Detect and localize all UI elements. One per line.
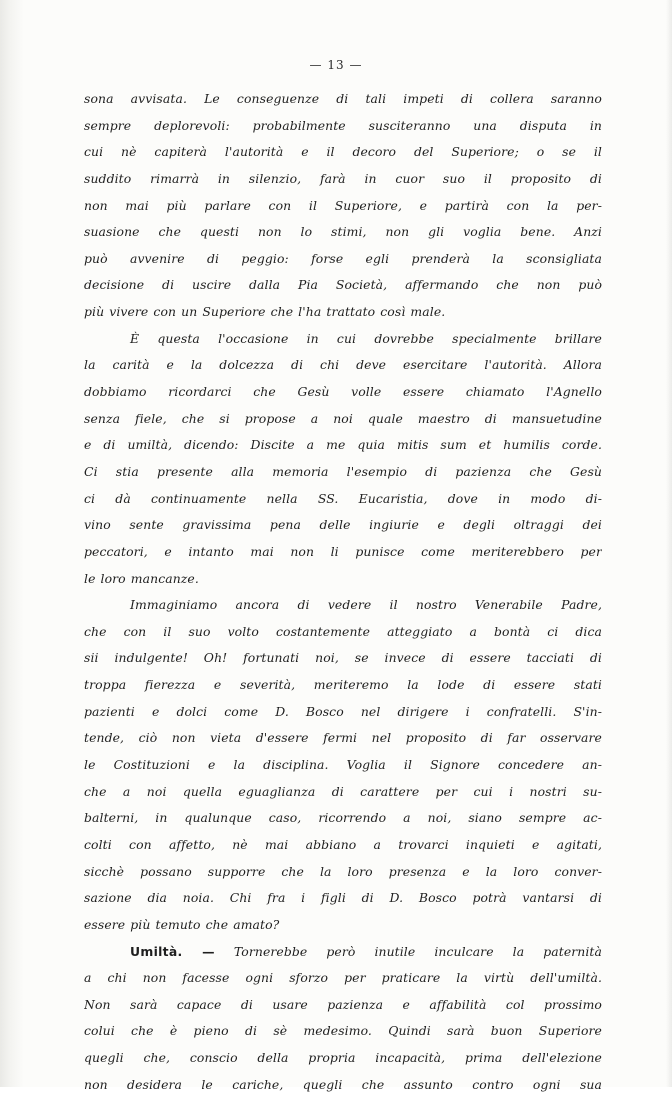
text-line: sii indulgente! Oh! fortunati noi, se invece di essere tacciati di <box>84 650 602 666</box>
text-line: ci dà continuamente nella SS. Eucaristia, dove in modo di- <box>84 490 602 506</box>
text-line: che a noi quella eguaglianza di carattere per cui i nostri su- <box>84 783 602 799</box>
text-line: senza fiele, che si propose a noi quale maestro di mansuetudine <box>84 410 602 426</box>
text-line: suddito rimarrà in silenzio, farà in cuor suo il proposito di <box>84 170 602 186</box>
text-line-content: Tornerebbe però inutile inculcare la paternità <box>233 943 602 959</box>
text-line: Non sarà capace di usare pazienza e affabilità col prossimo <box>84 996 602 1012</box>
section-heading-umilta: Umiltà. — <box>130 943 215 959</box>
text-line: balterni, in qualunque caso, ricorrendo a noi, siano sempre ac- <box>84 810 602 826</box>
text-line: essere più temuto che amato? <box>84 916 280 932</box>
text-line: Ci stia presente alla memoria l'esempio di pazienza che Gesù <box>84 463 602 479</box>
text-line: vino sente gravissima pena delle ingiurie e degli oltraggi dei <box>84 517 602 533</box>
text-line: le Costituzioni e la disciplina. Voglia il Signore concedere an- <box>84 757 602 773</box>
page-edge-shadow <box>666 0 672 1087</box>
text-line: non desidera le cariche, quegli che assunto contro ogni sua <box>84 1076 602 1092</box>
text-line: troppa fierezza e severità, meriteremo la lode di essere stati <box>84 677 602 693</box>
text-line: sazione dia noia. Chi fra i figli di D. Bosco potrà vantarsi di <box>84 890 602 906</box>
text-line: le loro mancanze. <box>84 570 199 586</box>
text-line: che con il suo volto costantemente atteggiato a bontà ci dica <box>84 623 602 639</box>
page-number: — 13 — <box>309 58 363 72</box>
text-line: a chi non facesse ogni sforzo per praticare la virtù dell'umiltà. <box>84 970 602 986</box>
text-line: più vivere con un Superiore che l'ha trattato così male. <box>84 304 446 320</box>
text-line: e di umiltà, dicendo: Discite a me quia mitis sum et humilis corde. <box>84 437 602 453</box>
text-line: colui che è pieno di sè medesimo. Quindi sarà buon Superiore <box>84 1023 602 1039</box>
text-line: Immaginiamo ancora di vedere il nostro Venerabile Padre, <box>130 597 602 613</box>
text-line: quegli che, conscio della propria incapacità, prima dell'elezione <box>84 1050 602 1066</box>
text-line: decisione di uscire dalla Pia Società, affermando che non può <box>84 277 602 293</box>
text-line <box>84 939 602 966</box>
text-line: colti con affetto, nè mai abbiano a trovarci inquieti e agitati, <box>84 836 602 852</box>
text-line: cui nè capiterà l'autorità e il decoro del Superiore; o se il <box>84 144 602 160</box>
text-line: È questa l'occasione in cui dovrebbe specialmente brillare <box>130 330 602 346</box>
body-text <box>84 86 602 1098</box>
text-line: la carità e la dolcezza di chi deve esercitare l'autorità. Allora <box>84 357 602 373</box>
text-line: sicchè possano supporre che la loro presenza e la loro conver- <box>84 863 602 879</box>
text-line: dobbiamo ricordarci che Gesù volle essere chiamato l'Agnello <box>84 384 602 400</box>
text-line: non mai più parlare con il Superiore, e partirà con la per- <box>84 197 602 213</box>
text-line: peccatori, e intanto mai non li punisce come meriterebbero per <box>84 543 602 559</box>
text-line: suasione che questi non lo stimi, non gli voglia bene. Anzi <box>84 224 602 240</box>
text-line: può avvenire di peggio: forse egli prenderà la sconsigliata <box>84 250 602 266</box>
text-line: pazienti e dolci come D. Bosco nel dirigere i confratelli. S'in- <box>84 703 602 719</box>
text-line: sempre deplorevoli: probabilmente susciteranno una disputa in <box>84 117 602 133</box>
text-line: sona avvisata. Le conseguenze di tali impeti di collera saranno <box>84 91 602 106</box>
text-line: tende, ciò non vieta d'essere fermi nel proposito di far osservare <box>84 730 602 746</box>
binding-gutter-shadow <box>0 0 24 1087</box>
